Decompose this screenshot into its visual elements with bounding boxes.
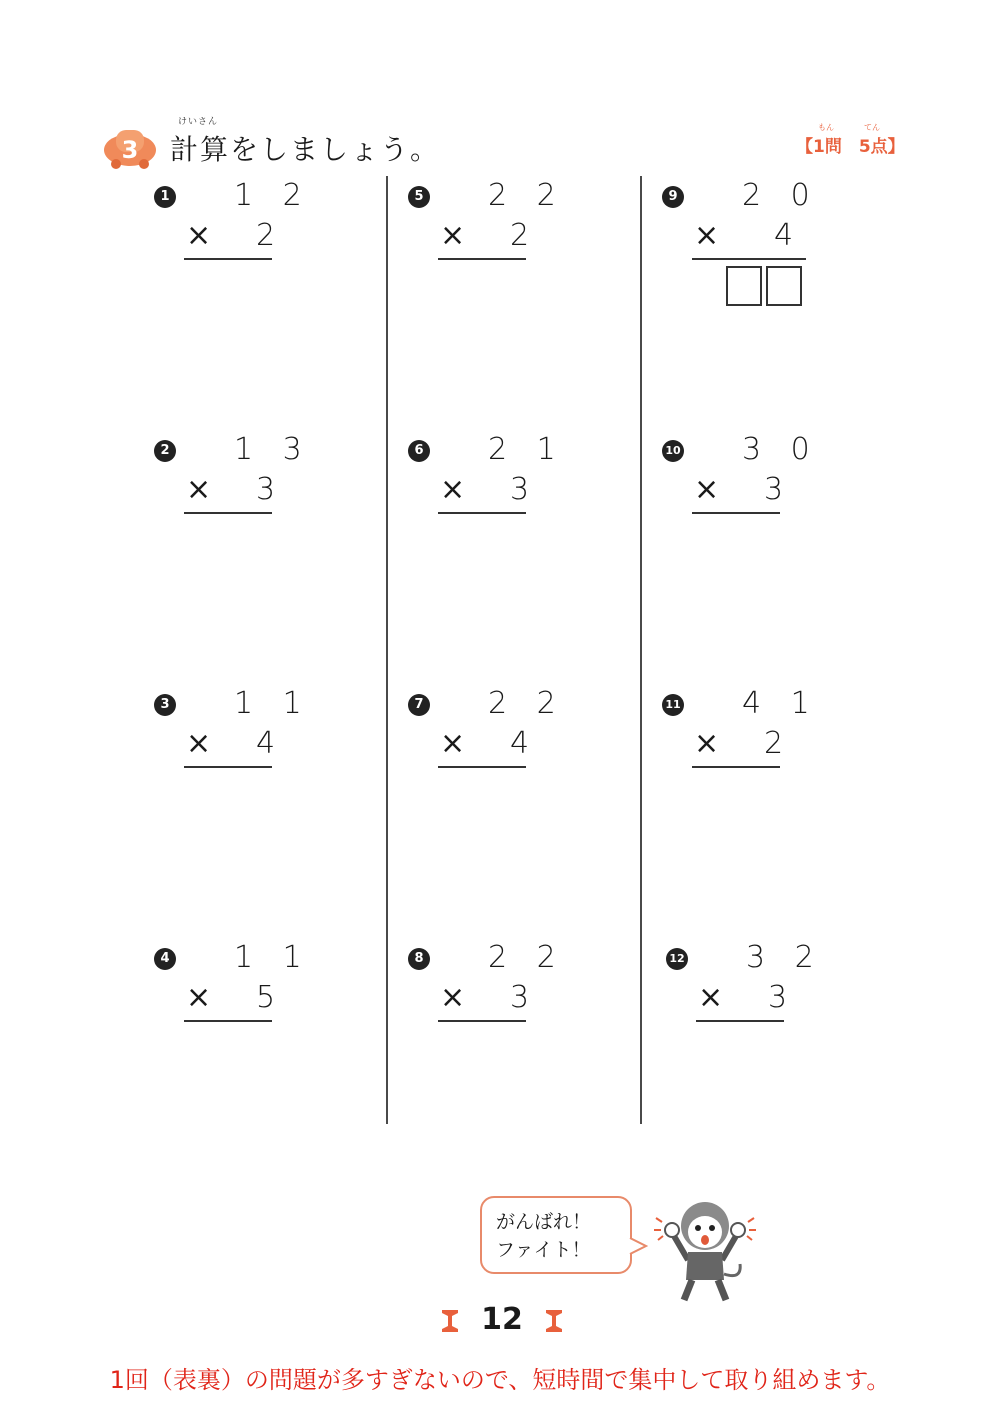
problem-12 <box>666 940 824 1036</box>
answer-line <box>438 258 526 260</box>
car-badge-icon <box>102 124 158 170</box>
problem-2 <box>154 432 312 528</box>
times-sign: × <box>186 218 212 253</box>
problem-number: 3 <box>154 694 176 716</box>
points-label <box>796 123 905 157</box>
answer-line <box>184 1020 272 1022</box>
multiplicand: 2 2 <box>488 178 566 213</box>
multiplier: 3 <box>510 472 540 507</box>
problem-number: 7 <box>408 694 430 716</box>
times-sign: × <box>440 726 466 761</box>
problem-3 <box>154 686 312 782</box>
problem-6 <box>408 432 566 528</box>
answer-line <box>696 1020 784 1022</box>
problem-1 <box>154 178 312 274</box>
times-sign: × <box>694 472 720 507</box>
multiplicand: 2 2 <box>488 940 566 975</box>
multiplier: 2 <box>764 726 794 761</box>
multiplier: 4 <box>510 726 540 761</box>
problem-number: 8 <box>408 948 430 970</box>
problem-9 <box>662 178 820 314</box>
problem-number: 6 <box>408 440 430 462</box>
multiplicand: 3 0 <box>742 432 820 467</box>
footer-note: 1回（表裏）の問題が多すぎないので、短時間で集中して取り組めます。 <box>109 1366 891 1394</box>
answer-line <box>438 1020 526 1022</box>
points-text: 【1問 5点】 <box>796 137 905 157</box>
problem-7 <box>408 686 566 782</box>
answer-line <box>692 512 780 514</box>
answer-box-ones[interactable] <box>766 266 802 306</box>
multiplier: 5 <box>256 980 286 1015</box>
multiplier: 4 <box>774 218 804 253</box>
section-title <box>170 117 441 168</box>
points-ruby-mon: もん <box>818 123 834 132</box>
problem-5 <box>408 178 566 274</box>
multiplicand: 1 1 <box>234 686 312 721</box>
multiplicand: 2 1 <box>488 432 566 467</box>
multiplier: 2 <box>510 218 540 253</box>
problem-number: 2 <box>154 440 176 462</box>
problem-number: 10 <box>662 440 684 462</box>
times-sign: × <box>694 218 720 253</box>
problem-number: 1 <box>154 186 176 208</box>
problem-10 <box>662 432 820 528</box>
bow-ornament-icon <box>546 1310 562 1332</box>
multiplicand: 1 2 <box>234 178 312 213</box>
problem-number: 11 <box>662 694 684 716</box>
column-divider <box>386 176 388 1124</box>
multiplier: 2 <box>256 218 286 253</box>
multiplicand: 4 1 <box>742 686 820 721</box>
problem-number: 4 <box>154 948 176 970</box>
points-ruby-ten: てん <box>864 123 880 132</box>
multiplicand: 2 0 <box>742 178 820 213</box>
answer-line <box>184 512 272 514</box>
multiplier: 4 <box>256 726 286 761</box>
problem-11 <box>662 686 820 782</box>
title-text: 計算をしましょう。 <box>170 133 441 166</box>
answer-box-tens[interactable] <box>726 266 762 306</box>
answer-line <box>438 512 526 514</box>
multiplier: 3 <box>256 472 286 507</box>
multiplier: 3 <box>768 980 798 1015</box>
problem-4 <box>154 940 312 1036</box>
bubble-tail <box>628 1236 648 1256</box>
multiplicand: 1 1 <box>234 940 312 975</box>
problem-8 <box>408 940 566 1036</box>
multiplicand: 2 2 <box>488 686 566 721</box>
column-divider <box>640 176 642 1124</box>
times-sign: × <box>698 980 724 1015</box>
answer-line <box>184 258 272 260</box>
speech-bubble <box>480 1196 632 1274</box>
times-sign: × <box>186 980 212 1015</box>
section-number: 3 <box>121 136 139 164</box>
speech-line-2: ファイト！ <box>496 1239 591 1261</box>
answer-line <box>692 766 780 768</box>
times-sign: × <box>440 980 466 1015</box>
multiplicand: 3 2 <box>746 940 824 975</box>
speech-line-1: がんばれ！ <box>496 1211 592 1233</box>
problem-number: 9 <box>662 186 684 208</box>
title-ruby: けいさん <box>178 117 219 127</box>
times-sign: × <box>186 472 212 507</box>
multiplier: 3 <box>764 472 794 507</box>
multiplier: 3 <box>510 980 540 1015</box>
answer-line <box>438 766 526 768</box>
answer-line <box>692 258 806 260</box>
problem-number: 12 <box>666 948 688 970</box>
page-number: 12 <box>481 1302 523 1337</box>
times-sign: × <box>440 218 466 253</box>
monkey-mascot-icon <box>650 1190 760 1304</box>
multiplicand: 1 3 <box>234 432 312 467</box>
times-sign: × <box>694 726 720 761</box>
problem-number: 5 <box>408 186 430 208</box>
times-sign: × <box>186 726 212 761</box>
times-sign: × <box>440 472 466 507</box>
answer-line <box>184 766 272 768</box>
